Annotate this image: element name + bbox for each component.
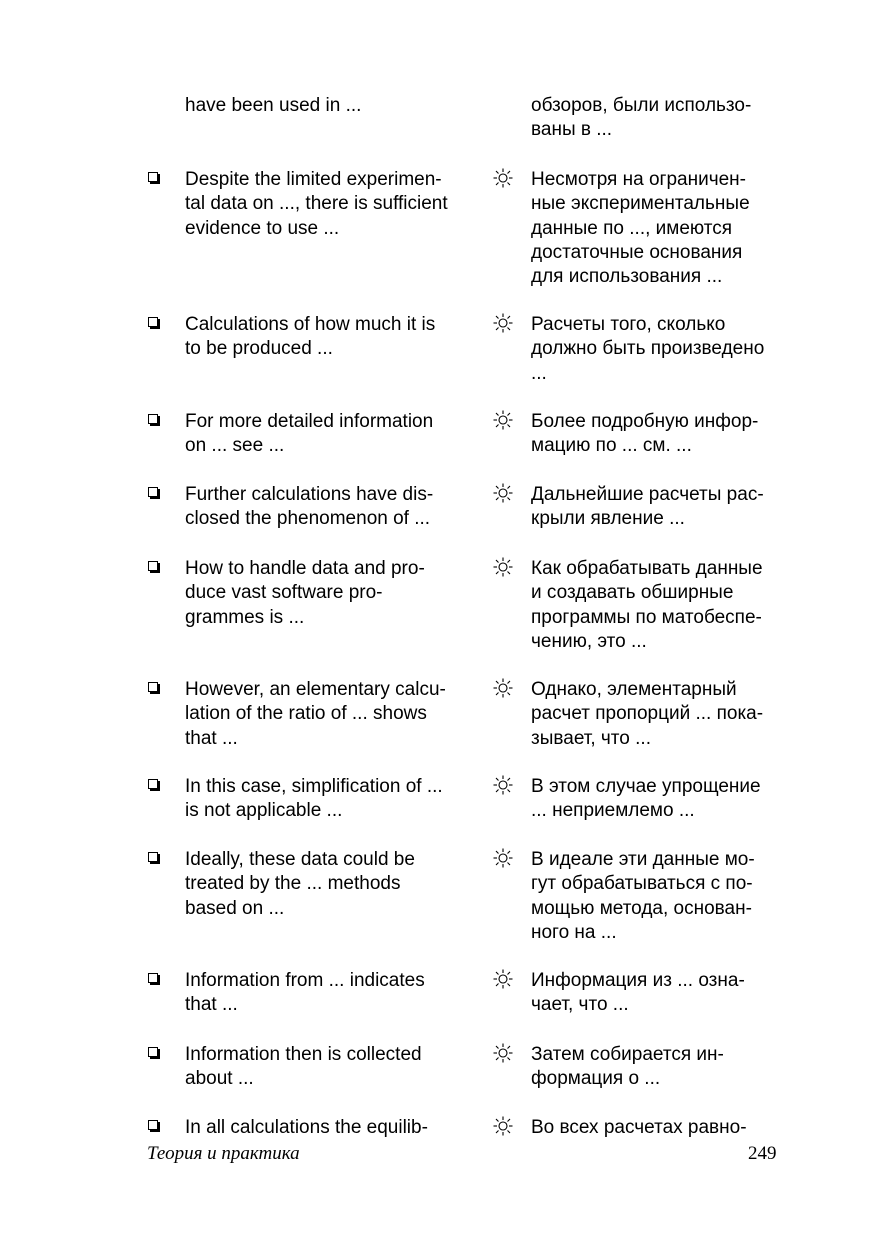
english-phrase: For more detailed information on ... see ... [185,411,434,457]
russian-phrase: обзоров, были использо- ваны в ... [531,95,752,141]
sun-icon [493,969,513,989]
english-phrase: In this case, simplification of ... is not applicable ... [185,776,443,822]
english-phrase: How to handle data and pro- duce vast software pro- grammes is ... [185,558,425,628]
sun-icon [493,313,513,333]
checkbox-bullet-icon [148,779,158,789]
russian-phrase: Информация из ... озна- чает, что ... [531,970,745,1016]
checkbox-bullet-icon [148,414,158,424]
russian-phrase: Во всех расчетах равно- [531,1117,747,1138]
checkbox-bullet-icon [148,682,158,692]
sun-icon [493,848,513,868]
checkbox-bullet-icon [148,317,158,327]
english-phrase: Further calculations have dis- closed the phenomenon of ... [185,484,434,530]
english-phrase: Calculations of how much it is to be produced ... [185,314,436,360]
russian-phrase: Несмотря на ограничен- ные экспериментальные данные по ..., имеются достаточные основания для использования ... [531,169,750,288]
checkbox-bullet-icon [148,487,158,497]
russian-phrase: Более подробную инфор- мацию по ... см. ... [531,411,759,457]
english-phrase: However, an elementary calcu- lation of the ratio of ... shows that ... [185,679,446,749]
sun-icon [493,1043,513,1063]
russian-phrase: Затем собирается ин- формация о ... [531,1044,724,1090]
sun-icon [493,678,513,698]
english-phrase: Despite the limited experimen- tal data on ..., there is sufficient evidence to use ... [185,169,448,239]
english-phrase: have been used in ... [185,95,362,116]
checkbox-bullet-icon [148,172,158,182]
sun-icon [493,168,513,188]
sun-icon [493,410,513,430]
english-phrase: In all calculations the equilib- [185,1117,428,1138]
checkbox-bullet-icon [148,1047,158,1057]
checkbox-bullet-icon [148,1120,158,1130]
russian-phrase: Однако, элементарный расчет пропорций ... пока- зывает, что ... [531,679,764,749]
sun-icon [493,1116,513,1136]
running-footer-title: Теория и практика [147,1143,300,1164]
english-phrase: Information from ... indicates that ... [185,970,425,1016]
russian-phrase: Как обрабатывать данные и создавать обширные программы по матобеспе- чению, это ... [531,558,763,652]
sun-icon [493,557,513,577]
checkbox-bullet-icon [148,852,158,862]
english-phrase: Information then is collected about ... [185,1044,422,1090]
checkbox-bullet-icon [148,973,158,983]
russian-phrase: В этом случае упрощение ... неприемлемо ... [531,776,761,822]
russian-phrase: Расчеты того, сколько должно быть произведено ... [531,314,765,384]
sun-icon [493,483,513,503]
russian-phrase: Дальнейшие расчеты рас- крыли явление ... [531,484,764,530]
checkbox-bullet-icon [148,561,158,571]
page-number: 249 [748,1143,777,1164]
sun-icon [493,775,513,795]
russian-phrase: В идеале эти данные мо- гут обрабатываться с по- мощью метода, основан- ного на ... [531,849,755,943]
english-phrase: Ideally, these data could be treated by the ... methods based on ... [185,849,415,919]
